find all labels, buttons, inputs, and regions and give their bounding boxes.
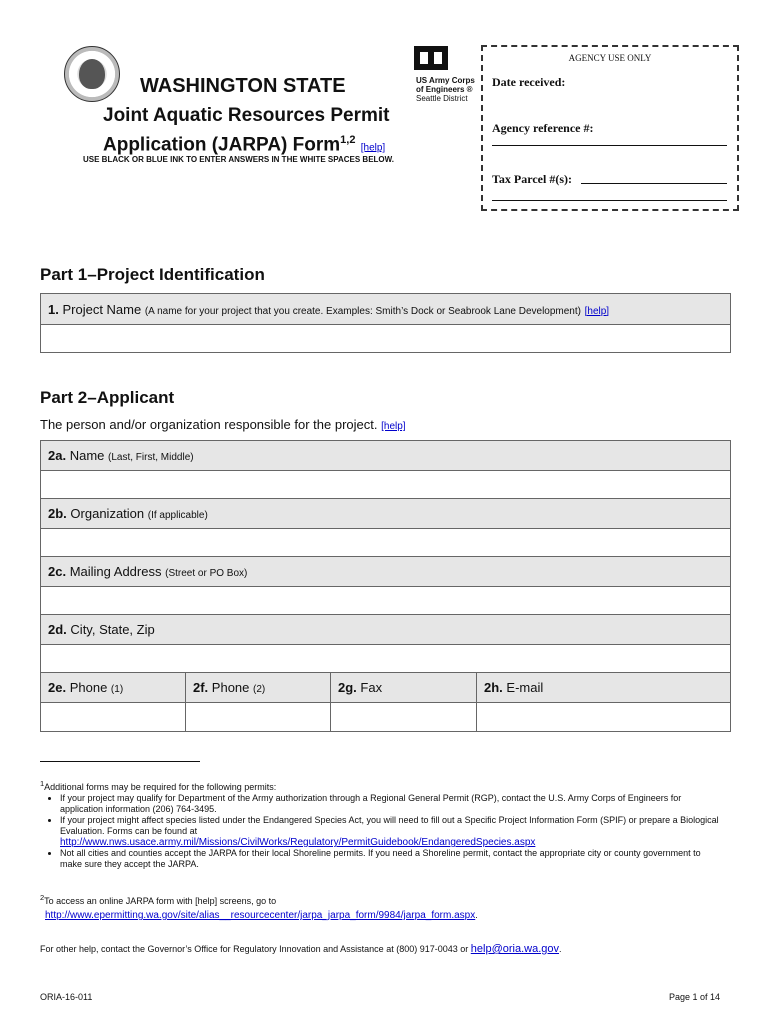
project-name-label: Project Name — [62, 301, 142, 317]
mailing-address-number: 2c. — [48, 564, 67, 579]
mailing-address-header — [41, 557, 731, 587]
phone1-desc: (1) — [110, 684, 124, 695]
footnote-divider — [40, 761, 200, 762]
agency-box-title: AGENCY USE ONLY — [568, 53, 652, 63]
help-email-link[interactable]: help@oria.wa.gov — [470, 943, 559, 955]
organization-header — [41, 499, 731, 529]
form-title-footnote-ref: 1,2 — [340, 134, 356, 146]
phone2-number: 2f. — [193, 680, 209, 695]
agency-reference-line[interactable] — [492, 145, 727, 146]
part2-help-link[interactable]: [help] — [381, 421, 406, 432]
phone1-label: Phone — [69, 680, 108, 695]
footnote-1 — [40, 778, 720, 870]
email-input[interactable] — [477, 703, 731, 732]
email-label: E-mail — [506, 680, 544, 695]
project-name-desc: (A name for your project that you create. Examples: Smith’s Dock or Seabrook Lane Development) — [144, 305, 581, 317]
fax-header — [331, 673, 477, 703]
usace-line3: Seattle District — [416, 94, 468, 103]
mailing-address-label: Mailing Address — [69, 564, 162, 579]
form-title-line2: Application (JARPA) Form — [103, 134, 341, 156]
project-name-number: 1. — [48, 301, 59, 317]
footnote-2 — [40, 892, 730, 921]
fax-number: 2g. — [338, 680, 357, 695]
footnote-1-bullet-shoreline: • Not all cities and counties accept the JARPA for their local Shoreline permits. If you need a Shoreline permit, contact the appropriate city or county government to make sure they accept the JARPA. — [60, 848, 720, 870]
phone2-label: Phone — [211, 680, 250, 695]
fax-label: Fax — [360, 680, 383, 695]
usace-castle-logo — [414, 46, 448, 70]
part1-title: Part 1–Project Identification — [40, 265, 265, 284]
agency-reference-label: Agency reference #: — [492, 121, 594, 135]
name-number: 2a. — [48, 448, 67, 463]
city-state-zip-input[interactable] — [41, 645, 731, 673]
name-desc: (Last, First, Middle) — [108, 452, 194, 463]
endangered-species-link[interactable]: http://www.nws.usace.army.mil/Missions/CivilWorks/Regulatory/PermitGuidebook/EndangeredSpecies.aspx — [60, 837, 536, 848]
usace-line1: US Army Corps — [416, 76, 475, 85]
usace-logo-text — [416, 76, 475, 103]
phone2-header — [186, 673, 331, 703]
name-input[interactable] — [41, 471, 731, 499]
footnote-1-bullet-rgp: • If your project may qualify for Department of the Army authorization through a Regional General Permit (RGP), contact the U.S. Army Corps of Engineers for application information (206) 764-3495. — [60, 793, 720, 815]
other-help-period: . — [558, 944, 562, 954]
footnote-1-esa-text: If your project might affect species listed under the Endangered Species Act, you will need to fill out a Specific Project Information Form (SPIF) or prepare a Biological Evaluation. Forms can be found at — [60, 815, 719, 836]
other-help-text: For other help, contact the Governor’s Office for Regulatory Innovation and Assistance at (800) 917-0043 or — [40, 944, 469, 954]
footnote-1-intro: Additional forms may be required for the following permits: — [44, 782, 277, 792]
phone2-desc: (2) — [253, 684, 266, 695]
footnote-1-mark: 1 — [40, 779, 45, 788]
form-help-link[interactable]: [help] — [360, 142, 386, 154]
phone1-header — [41, 673, 186, 703]
tax-parcel-label: Tax Parcel #(s): — [492, 172, 572, 186]
footnote-2-mark: 2 — [40, 893, 45, 902]
part1-table — [40, 293, 731, 353]
form-title-line1: Joint Aquatic Resources Permit — [103, 105, 390, 126]
part2-title: Part 2–Applicant — [40, 388, 175, 407]
organization-number: 2b. — [48, 506, 67, 521]
footnote-1-bullet-esa — [60, 815, 720, 848]
page-number: Page 1 of 14 — [669, 992, 721, 1002]
name-header — [41, 441, 731, 471]
footnote-2-text: To access an online JARPA form with [help] screens, go to — [44, 896, 277, 906]
city-state-zip-label: City, State, Zip — [70, 622, 155, 637]
date-received-label: Date received: — [492, 75, 566, 89]
other-help-note — [40, 944, 730, 955]
part2-desc-text: The person and/or organization responsible for the project. — [40, 417, 378, 432]
tax-parcel-line-2[interactable] — [492, 200, 727, 201]
email-header — [477, 673, 731, 703]
applicant-table — [40, 440, 731, 732]
washington-state-seal — [64, 46, 120, 102]
part2-description — [40, 417, 406, 432]
city-state-zip-number: 2d. — [48, 622, 67, 637]
form-id: ORIA-16-011 — [40, 992, 93, 1002]
mailing-address-desc: (Street or PO Box) — [165, 568, 248, 579]
form-title — [103, 104, 389, 160]
ink-instruction: USE BLACK OR BLUE INK TO ENTER ANSWERS IN THE WHITE SPACES BELOW. — [83, 155, 394, 164]
online-jarpa-link[interactable]: http://www.epermitting.wa.gov/site/alias__resourcecenter/jarpa_jarpa_form/9984/jarpa_form.aspx — [45, 910, 476, 921]
usace-line2: of Engineers ® — [416, 85, 473, 94]
footnote-2-period: . — [475, 910, 478, 920]
city-state-zip-header — [41, 615, 731, 645]
project-name-help-link[interactable]: [help] — [584, 305, 610, 317]
organization-input[interactable] — [41, 529, 731, 557]
state-title: WASHINGTON STATE — [140, 75, 346, 97]
email-number: 2h. — [484, 680, 503, 695]
project-name-input[interactable] — [41, 325, 731, 353]
mailing-address-input[interactable] — [41, 587, 731, 615]
organization-desc: (If applicable) — [147, 510, 208, 521]
project-name-header — [41, 294, 731, 325]
phone1-number: 2e. — [48, 680, 67, 695]
phone2-input[interactable] — [186, 703, 331, 732]
phone1-input[interactable] — [41, 703, 186, 732]
tax-parcel-line-1[interactable] — [581, 183, 727, 184]
name-label: Name — [69, 448, 105, 463]
organization-label: Organization — [70, 506, 145, 521]
fax-input[interactable] — [331, 703, 477, 732]
agency-use-box — [481, 45, 739, 211]
